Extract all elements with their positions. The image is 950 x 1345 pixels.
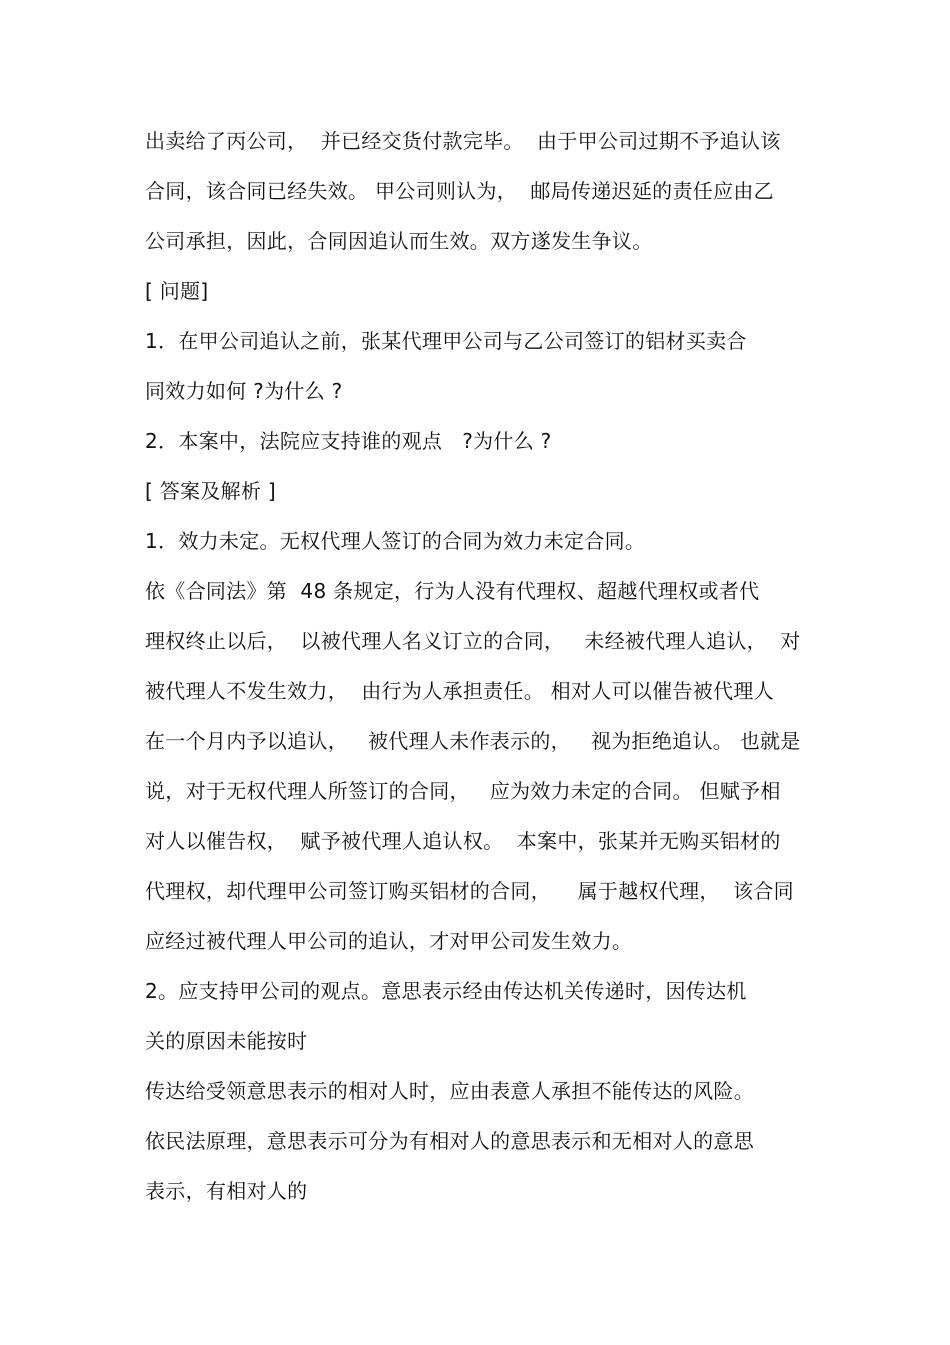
text-line: 关的原因未能按时 [145,1029,308,1053]
text-line: 依民法原理，意思表示可分为有相对人的意思表示和无相对人的意思 [145,1129,754,1153]
text-line: 代理权，却代理甲公司签订购买铝材的合同， 属于越权代理， 该合同 [145,879,794,903]
text-line: 表示，有相对人的 [145,1179,308,1203]
text-line: 在一个月内予以追认， 被代理人未作表示的， 视为拒绝追认。 也就是 [145,729,801,753]
section-heading-question: [ 问题] [145,279,209,303]
text-line: 1．在甲公司追认之前，张某代理甲公司与乙公司签订的铝材买卖合 [145,329,747,353]
text-line: 理权终止以后， 以被代理人名义订立的合同， 未经被代理人追认， 对 [145,629,801,653]
text-line: 对人以催告权， 赋予被代理人追认权。 本案中，张某并无购买铝材的 [145,829,781,853]
text-line: 传达给受领意思表示的相对人时，应由表意人承担不能传达的风险。 [145,1079,754,1103]
text-line: 2．本案中，法院应支持谁的观点 ?为什么 ? [145,429,552,453]
text-line: 应经过被代理人甲公司的追认，才对甲公司发生效力。 [145,929,633,953]
text-line: 合同，该合同已经失效。 甲公司则认为， 邮局传递迟延的责任应由乙 [145,179,774,203]
text-line: 1．效力未定。无权代理人签订的合同为效力未定合同。 [145,529,646,553]
text-line: 出卖给了丙公司， 并已经交货付款完毕。 由于甲公司过期不予追认该 [145,129,781,153]
section-heading-answer: [ 答案及解析 ] [145,479,277,503]
text-line: 2。应支持甲公司的观点。意思表示经由传达机关传递时，因传达机 [145,979,747,1003]
text-line: 依《合同法》第 48 条规定，行为人没有代理权、超越代理权或者代 [145,579,760,603]
text-line: 被代理人不发生效力， 由行为人承担责任。 相对人可以催告被代理人 [145,679,774,703]
text-line: 同效力如何 ?为什么 ? [145,379,343,403]
text-line: 说，对于无权代理人所签订的合同， 应为效力未定的合同。 但赋予相 [145,779,781,803]
text-line: 公司承担，因此，合同因追认而生效。双方遂发生争议。 [145,229,653,253]
